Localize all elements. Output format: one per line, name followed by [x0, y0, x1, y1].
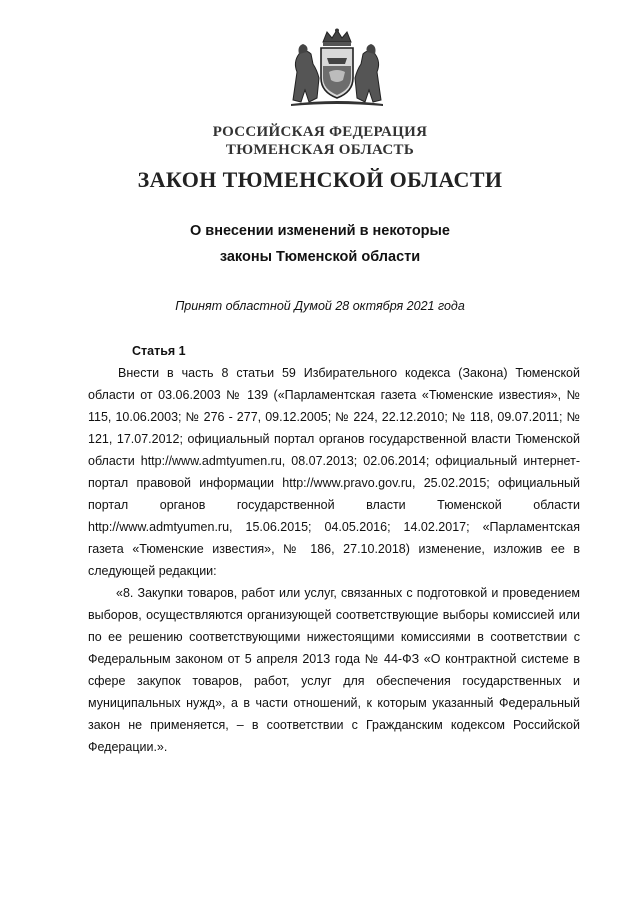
- article-paragraph: Внести в часть 8 статьи 59 Избирательного кодекса (Закона) Тюменской области от 03.06.2003 № 139 («Парламентская газета «Тюменские известия», № 115, 10.06.2003; № 276 - 277, 09.12.2005; № 224, 22.12.2010; № 118, 09.07.2011; № 121, 17.07.2012; официальный портал органов государственной власти Тюменской области http://www.admtyumen.ru, 08.07.2013; 02.06.2014; официальный интернет-портал правовой информации http://www.pravo.gov.ru, 25.02.2015; официальный портал органов государственной власти Тюменской области http://www.admtyumen.ru, 15.06.2015; 04.05.2016; 14.02.2017; «Парламентская газета «Тюменские известия», № 186, 27.10.2018) изменение, изложив ее в следующей редакции:: [88, 366, 580, 578]
- tyumen-coat-of-arms-icon: [283, 28, 391, 108]
- law-subject-line: О внесении изменений в некоторые: [190, 223, 450, 239]
- article-paragraph: «8. Закупки товаров, работ или услуг, связанных с подготовкой и проведением выборов, осуществляются организующей соответствующие выборы комиссией или по ее решению соответствующими нижестоящими комиссиями в соответствии с Федеральным законом от 5 апреля 2013 года № 44-ФЗ «О контрактной системе в сфере закупок товаров, работ, услуг для обеспечения государственных и муниципальных нужд», а в части отношений, к которым указанный Федеральный закон не применяется, – в соответствии с Гражданским кодексом Российской Федерации.».: [88, 586, 580, 754]
- region-heading: ТЮМЕНСКАЯ ОБЛАСТЬ: [225, 142, 415, 158]
- adoption-note: Принят областной Думой 28 октября 2021 года: [175, 299, 465, 313]
- law-subject: [0, 218, 640, 270]
- law-title: ЗАКОН ТЮМЕНСКОЙ ОБЛАСТИ: [137, 167, 503, 192]
- law-subject-line: законы Тюменской области: [219, 249, 421, 265]
- article-title: Статья 1: [132, 344, 186, 358]
- federation-heading: РОССИЙСКАЯ ФЕДЕРАЦИЯ: [212, 124, 428, 140]
- article-body: [88, 362, 580, 758]
